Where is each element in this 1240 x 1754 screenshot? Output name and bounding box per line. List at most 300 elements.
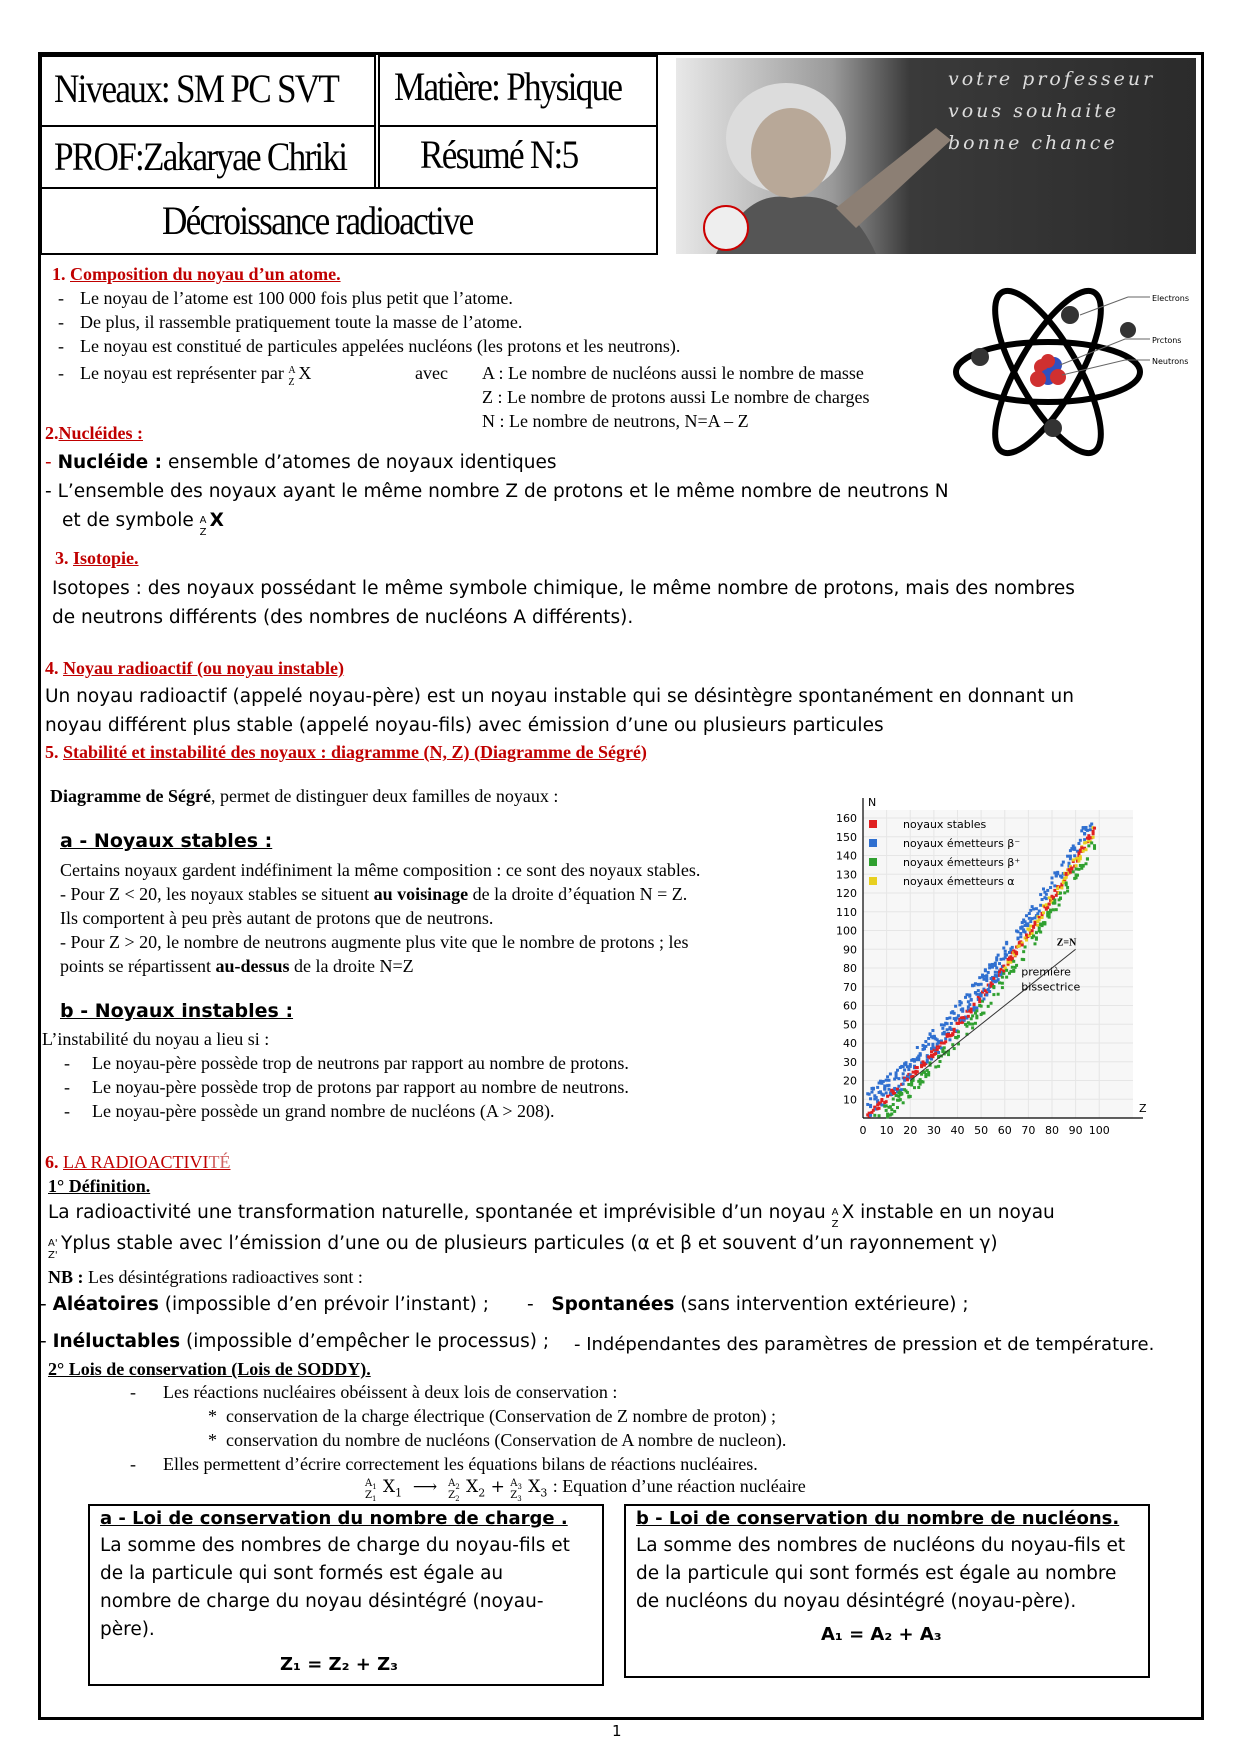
- section-1-list: [58, 286, 938, 358]
- data-point: [1039, 893, 1042, 896]
- x-tick-label: 40: [950, 1124, 965, 1137]
- x-tick-label: 0: [859, 1124, 867, 1137]
- chalk-line-3: bonne chance: [948, 132, 1118, 154]
- data-point: [1001, 976, 1004, 979]
- data-point: [982, 978, 985, 981]
- data-point: [931, 1043, 934, 1046]
- data-point: [1092, 836, 1095, 839]
- x-axis-label: Z: [1139, 1102, 1147, 1115]
- data-point: [912, 1071, 915, 1074]
- data-point: [947, 1053, 950, 1056]
- teacher-photo: [676, 58, 1196, 254]
- data-point: [951, 1033, 954, 1036]
- data-point: [896, 1069, 899, 1072]
- data-point: [957, 1014, 960, 1017]
- data-point: [1082, 826, 1085, 829]
- data-point: [999, 958, 1002, 961]
- data-point: [931, 1029, 934, 1032]
- nucleus-x: X: [209, 510, 224, 531]
- section-2-heading: [45, 421, 143, 445]
- data-point: [1059, 892, 1062, 895]
- section-3-title: Isotopie.: [73, 548, 139, 568]
- data-point: [916, 1070, 919, 1073]
- section-2-title: Nucléides :: [58, 423, 143, 443]
- data-point: [902, 1082, 905, 1085]
- data-point: [1029, 920, 1032, 923]
- data-point: [1063, 891, 1066, 894]
- header-niveaux-box: [40, 55, 376, 127]
- soddy-line-4: - Elles permettent d’écrire correctement les équations bilans de réactions nucléaires.: [130, 1454, 758, 1474]
- data-point: [936, 1048, 939, 1051]
- data-point: [941, 1027, 944, 1030]
- data-point: [904, 1061, 907, 1064]
- data-point: [1089, 828, 1092, 831]
- data-point: [1033, 942, 1036, 945]
- data-point: [899, 1098, 902, 1101]
- x-tick-label: 100: [1088, 1124, 1110, 1137]
- data-point: [916, 1066, 919, 1069]
- legend-swatch: [869, 820, 877, 828]
- data-point: [988, 990, 991, 993]
- data-point: [1015, 964, 1018, 967]
- section-1-repr: - Le noyau est représenter par A Z X: [58, 363, 312, 388]
- data-point: [1069, 871, 1072, 874]
- data-point: [973, 1003, 976, 1006]
- data-point: [997, 954, 1000, 957]
- header-resume: Résumé N:5: [420, 132, 578, 177]
- data-point: [1002, 947, 1005, 950]
- data-point: [1060, 876, 1063, 879]
- property-2: - Spontanées (sans intervention extérieure) ;: [527, 1294, 969, 1315]
- data-point: [1038, 918, 1041, 921]
- soddy-title: 2° Lois de conservation (Lois de SODDY).: [48, 1359, 371, 1379]
- data-point: [1079, 864, 1082, 867]
- law-nucleon-title: b - Loi de conservation du nombre de nucléons.: [636, 1508, 1120, 1529]
- data-point: [1069, 855, 1072, 858]
- data-point: [1093, 827, 1096, 830]
- data-point: [1075, 876, 1078, 879]
- law-charge-box: [88, 1504, 604, 1686]
- equation-formula: $A_1$ $Z_1$ $X_1$ ⟶ $A_2$ $Z_2$ $X_2$ + $A_3$ $Z_3$ $X_3$: [365, 1477, 548, 1503]
- legend-label: noyaux émetteurs β⁻: [903, 837, 1021, 850]
- data-point: [985, 977, 988, 980]
- law-nucleon-box: [624, 1504, 1150, 1678]
- section-6-heading: [45, 1150, 231, 1174]
- data-point: [1018, 944, 1021, 947]
- data-point: [1085, 841, 1088, 844]
- data-point: [913, 1086, 916, 1089]
- nucleus-symbol: A Z: [288, 365, 296, 388]
- data-point: [910, 1084, 913, 1087]
- definition-line-2: A' Z' Yplus stable avec l’émission d’une ou de plusieurs particules (α et β et souvent d’un rayonnement γ): [48, 1233, 998, 1261]
- y-tick-label: 40: [843, 1037, 857, 1050]
- data-point: [1021, 943, 1024, 946]
- data-point: [930, 1050, 933, 1053]
- data-point: [974, 982, 977, 985]
- data-point: [965, 1025, 968, 1028]
- data-point: [872, 1087, 875, 1090]
- data-point: [895, 1076, 898, 1079]
- data-point: [1032, 926, 1035, 929]
- data-point: [1045, 897, 1048, 900]
- data-point: [900, 1092, 903, 1095]
- data-point: [889, 1105, 892, 1108]
- section-2-item-1: - Nucléide : ensemble d’atomes de noyaux identiques: [45, 452, 557, 473]
- data-point: [1038, 909, 1041, 912]
- data-point: [1048, 916, 1051, 919]
- annotation: bissectrice: [1021, 980, 1081, 994]
- data-point: [998, 981, 1001, 984]
- data-point: [1076, 857, 1079, 860]
- data-point: [1082, 850, 1085, 853]
- data-point: [950, 1028, 953, 1031]
- y-tick-label: 60: [843, 999, 857, 1013]
- data-point: [965, 993, 968, 996]
- data-point: [887, 1079, 890, 1082]
- data-point: [1082, 865, 1085, 868]
- data-point: [1024, 945, 1027, 948]
- data-point: [1028, 917, 1031, 920]
- page-number: 1: [612, 1722, 622, 1740]
- section-2-item-2b: [62, 506, 224, 538]
- data-point: [970, 1007, 973, 1010]
- atom-label: Electrons: [1152, 294, 1189, 303]
- data-point: [1075, 868, 1078, 871]
- data-point: [889, 1072, 892, 1075]
- header-matiere: Matière: Physique: [394, 64, 622, 109]
- data-point: [1075, 864, 1078, 867]
- data-point: [1086, 829, 1089, 832]
- data-point: [878, 1107, 881, 1110]
- data-point: [1021, 925, 1024, 928]
- section-4-number: 4.: [45, 658, 59, 678]
- def-n: N : Le nombre de neutrons, N=A – Z: [482, 411, 749, 431]
- data-point: [967, 1000, 970, 1003]
- data-point: [1049, 886, 1052, 889]
- data-point: [1039, 904, 1042, 907]
- data-point: [878, 1114, 881, 1117]
- data-point: [968, 1022, 971, 1025]
- data-point: [869, 1114, 872, 1117]
- stable-line: Certains noyaux gardent indéfiniment la même composition : ce sont des noyaux stables.: [60, 860, 701, 880]
- nucleus-icon: [1030, 354, 1066, 387]
- law-charge-text: La somme des nombres de charge du noyau-fils et de la particule qui sont formés est égale au nombre de charge du noyau désintégré (noyau- père).: [100, 1535, 570, 1640]
- unstable-intro: L’instabilité du noyau a lieu si :: [42, 1029, 270, 1049]
- atom-diagram: [950, 275, 1195, 470]
- y-tick-label: 50: [843, 1018, 857, 1032]
- electron-icon: [1044, 419, 1062, 437]
- data-point: [1048, 903, 1051, 906]
- data-point: [987, 971, 990, 974]
- y-axis-label: N: [868, 796, 877, 809]
- data-point: [977, 989, 980, 992]
- data-point: [1053, 884, 1056, 887]
- y-tick-label: 140: [836, 849, 857, 863]
- data-point: [995, 956, 998, 959]
- data-point: [1053, 899, 1056, 902]
- data-point: [1042, 887, 1045, 890]
- data-point: [975, 993, 978, 996]
- data-point: [880, 1098, 883, 1101]
- radioactive-line-1: Un noyau radioactif (appelé noyau-père) est un noyau instable qui se désintègre spontanément en donnant un: [45, 686, 1074, 707]
- data-point: [1031, 929, 1034, 932]
- data-point: [1079, 839, 1082, 842]
- data-point: [980, 983, 983, 986]
- data-point: [1041, 898, 1044, 901]
- data-point: [948, 1038, 951, 1041]
- data-point: [940, 1042, 943, 1045]
- x-tick-label: 20: [903, 1124, 918, 1137]
- section-4-title: Noyau radioactif (ou noyau instable): [63, 658, 345, 678]
- data-point: [1065, 881, 1068, 884]
- data-point: [903, 1069, 906, 1072]
- data-point: [1073, 854, 1076, 857]
- x-tick-label: 80: [1045, 1124, 1059, 1137]
- data-point: [1036, 924, 1039, 927]
- data-point: [885, 1109, 888, 1112]
- data-point: [927, 1043, 930, 1046]
- data-point: [1031, 917, 1034, 920]
- header-title-box: [40, 187, 658, 255]
- data-point: [1059, 896, 1062, 899]
- data-point: [1090, 823, 1093, 826]
- data-point: [934, 1052, 937, 1055]
- data-point: [1079, 857, 1082, 860]
- data-point: [1005, 941, 1008, 944]
- nucleide-term: Nucléide :: [57, 452, 163, 473]
- data-point: [1011, 946, 1014, 949]
- data-point: [1083, 838, 1086, 841]
- data-point: [1038, 926, 1041, 929]
- data-point: [984, 969, 987, 972]
- nb-line: NB : Les désintégrations radioactives sont :: [48, 1267, 363, 1287]
- data-point: [1086, 857, 1089, 860]
- property-4: - Indépendantes des paramètres de pression et de température.: [574, 1334, 1155, 1355]
- list-item: - Le noyau-père possède trop de neutrons par rapport au nombre de protons.: [64, 1051, 764, 1075]
- data-point: [994, 971, 997, 974]
- data-point: [1072, 858, 1075, 861]
- data-point: [1035, 938, 1038, 941]
- data-point: [1001, 982, 1004, 985]
- stable-line: - Pour Z < 20, les noyaux stables se situent au voisinage de la droite d’équation N = Z.: [60, 884, 688, 904]
- data-point: [906, 1091, 909, 1094]
- data-point: [1019, 935, 1022, 938]
- law-charge-formula: Z₁ = Z₂ + Z₃: [280, 1654, 399, 1675]
- data-point: [1025, 914, 1028, 917]
- header-matiere-box: [378, 55, 658, 127]
- section-2-item-2: - L’ensemble des noyaux ayant le même nombre Z de protons et le même nombre de neutrons N: [45, 481, 949, 502]
- data-point: [970, 1017, 973, 1020]
- law-charge-title: a - Loi de conservation du nombre de charge .: [100, 1508, 568, 1529]
- data-point: [906, 1078, 909, 1081]
- data-point: [990, 1002, 993, 1005]
- data-point: [1043, 921, 1046, 924]
- data-point: [978, 976, 981, 979]
- legend-label: noyaux émetteurs β⁺: [903, 856, 1021, 869]
- nucleus-symbol: A Z: [831, 1207, 839, 1230]
- section-5-heading: [45, 740, 647, 764]
- data-point: [1041, 916, 1044, 919]
- nucleide-def: ensemble d’atomes de noyaux identiques: [167, 452, 557, 473]
- unstable-title: b - Noyaux instables :: [60, 1000, 294, 1022]
- chalk-line-2: vous souhaite: [948, 100, 1120, 122]
- data-point: [1022, 950, 1025, 953]
- data-point: [1055, 894, 1058, 897]
- legend-swatch: [869, 858, 877, 866]
- data-point: [1068, 868, 1071, 871]
- reaction-equation: [365, 1474, 806, 1505]
- segre-chart: [815, 770, 1145, 1155]
- data-point: [1048, 896, 1051, 899]
- section-1-number: 1.: [52, 264, 66, 284]
- data-point: [1012, 969, 1015, 972]
- data-point: [1005, 969, 1008, 972]
- data-point: [1090, 841, 1093, 844]
- data-point: [1049, 909, 1052, 912]
- data-point: [887, 1088, 890, 1091]
- section-4-text: [45, 682, 1185, 740]
- data-point: [890, 1108, 893, 1111]
- data-point: [1005, 976, 1008, 979]
- definition-line-1: La radioactivité une transformation naturelle, spontanée et imprévisible d’un noyau A Z X instable en un noyau: [48, 1202, 1055, 1230]
- stable-line: - Pour Z > 20, le nombre de neutrons augmente plus vite que le nombre de protons ; les: [60, 932, 689, 952]
- isotope-line-1: Isotopes : des noyaux possédant le même symbole chimique, le même nombre de protons, mais des nombres: [52, 578, 1075, 599]
- data-point: [1060, 886, 1063, 889]
- legend-swatch: [869, 839, 877, 847]
- data-point: [902, 1065, 905, 1068]
- data-point: [883, 1088, 886, 1091]
- data-point: [970, 1010, 973, 1013]
- data-point: [1029, 925, 1032, 928]
- data-point: [927, 1037, 930, 1040]
- data-point: [876, 1086, 879, 1089]
- data-point: [1066, 890, 1069, 893]
- data-point: [866, 1103, 869, 1106]
- data-point: [1077, 868, 1080, 871]
- segre-intro-text: , permet de distinguer deux familles de noyaux :: [210, 786, 559, 806]
- section-2-number: 2.: [45, 423, 59, 443]
- data-point: [975, 1006, 978, 1009]
- section-3-text: [52, 574, 1172, 632]
- data-point: [1051, 876, 1054, 879]
- data-point: [919, 1052, 922, 1055]
- y-tick-label: 20: [843, 1074, 857, 1088]
- data-point: [982, 1012, 985, 1015]
- data-point: [937, 1051, 940, 1054]
- data-point: [902, 1072, 905, 1075]
- data-point: [987, 1005, 990, 1008]
- nucleide-text-2: et de symbole: [62, 510, 194, 531]
- header-resume-box: [378, 125, 658, 189]
- soddy-line-3: * conservation du nombre de nucléons (Conservation de A nombre de nucleon).: [208, 1430, 787, 1450]
- data-point: [944, 1040, 947, 1043]
- data-point: [995, 966, 998, 969]
- data-point: [924, 1075, 927, 1078]
- definition-title: 1° Définition.: [48, 1176, 151, 1196]
- data-point: [980, 994, 983, 997]
- chalk-line-1: votre professeur: [948, 68, 1156, 90]
- data-point: [1028, 912, 1031, 915]
- data-point: [920, 1064, 923, 1067]
- data-point: [875, 1096, 878, 1099]
- data-point: [917, 1058, 920, 1061]
- data-point: [907, 1068, 910, 1071]
- stable-title: a - Noyaux stables :: [60, 830, 273, 852]
- data-point: [1046, 889, 1049, 892]
- data-point: [971, 1014, 974, 1017]
- data-point: [869, 1105, 872, 1108]
- data-point: [1021, 921, 1024, 924]
- data-point: [1035, 907, 1038, 910]
- data-point: [885, 1091, 888, 1094]
- y-tick-label: 110: [836, 905, 857, 919]
- x-tick-label: 60: [997, 1124, 1012, 1137]
- radioactive-line-2: noyau différent plus stable (appelé noyau-fils) avec émission d’une ou plusieurs particules: [45, 715, 884, 736]
- soddy-line-2: * conservation de la charge électrique (Conservation de Z nombre de proton) ;: [208, 1406, 776, 1426]
- header-prof: PROF:Zakaryae Chriki: [54, 134, 347, 179]
- data-point: [1026, 922, 1029, 925]
- data-point: [886, 1095, 889, 1098]
- data-point: [948, 1016, 951, 1019]
- data-point: [1016, 937, 1019, 940]
- data-point: [1087, 844, 1090, 847]
- section-1-heading: [52, 262, 341, 286]
- stable-line: points se répartissent au-dessus de la droite N=Z: [60, 956, 414, 976]
- section-6-title: LA RADIOACTIVITÉ: [63, 1152, 231, 1172]
- data-point: [902, 1101, 905, 1104]
- data-point: [896, 1088, 899, 1091]
- property-1: - Aléatoires (impossible d’en prévoir l’instant) ;: [40, 1294, 489, 1315]
- data-point: [1011, 957, 1014, 960]
- data-point: [1033, 921, 1036, 924]
- data-point: [973, 1009, 976, 1012]
- data-point: [1080, 846, 1083, 849]
- data-point: [1066, 855, 1069, 858]
- equation-label: : Equation d’une réaction nucléaire: [552, 1476, 806, 1496]
- nucleus-symbol: A Z: [199, 515, 207, 538]
- segre-intro: [50, 784, 558, 808]
- data-point: [946, 1028, 949, 1031]
- data-point: [1025, 939, 1028, 942]
- y-tick-label: 130: [836, 868, 857, 882]
- data-point: [1022, 958, 1025, 961]
- data-point: [1002, 969, 1005, 972]
- data-point: [1076, 874, 1079, 877]
- data-point: [892, 1103, 895, 1106]
- data-point: [1016, 930, 1019, 933]
- data-point: [1036, 912, 1039, 915]
- data-point: [1001, 986, 1004, 989]
- data-point: [1055, 908, 1058, 911]
- data-point: [975, 1016, 978, 1019]
- data-point: [870, 1091, 873, 1094]
- def-a: A : Le nombre de nucléons aussi le nombre de masse: [482, 363, 864, 383]
- repr-text: Le noyau est représenter par: [80, 363, 284, 383]
- data-point: [936, 1042, 939, 1045]
- data-point: [917, 1086, 920, 1089]
- atom-label: Prctons: [1152, 336, 1182, 345]
- data-point: [1042, 911, 1045, 914]
- data-point: [909, 1095, 912, 1098]
- data-point: [1052, 896, 1055, 899]
- data-point: [1046, 906, 1049, 909]
- data-point: [1080, 829, 1083, 832]
- y-tick-label: 160: [836, 812, 857, 825]
- data-point: [1019, 932, 1022, 935]
- data-point: [896, 1106, 899, 1109]
- data-point: [957, 1035, 960, 1038]
- data-point: [981, 974, 984, 977]
